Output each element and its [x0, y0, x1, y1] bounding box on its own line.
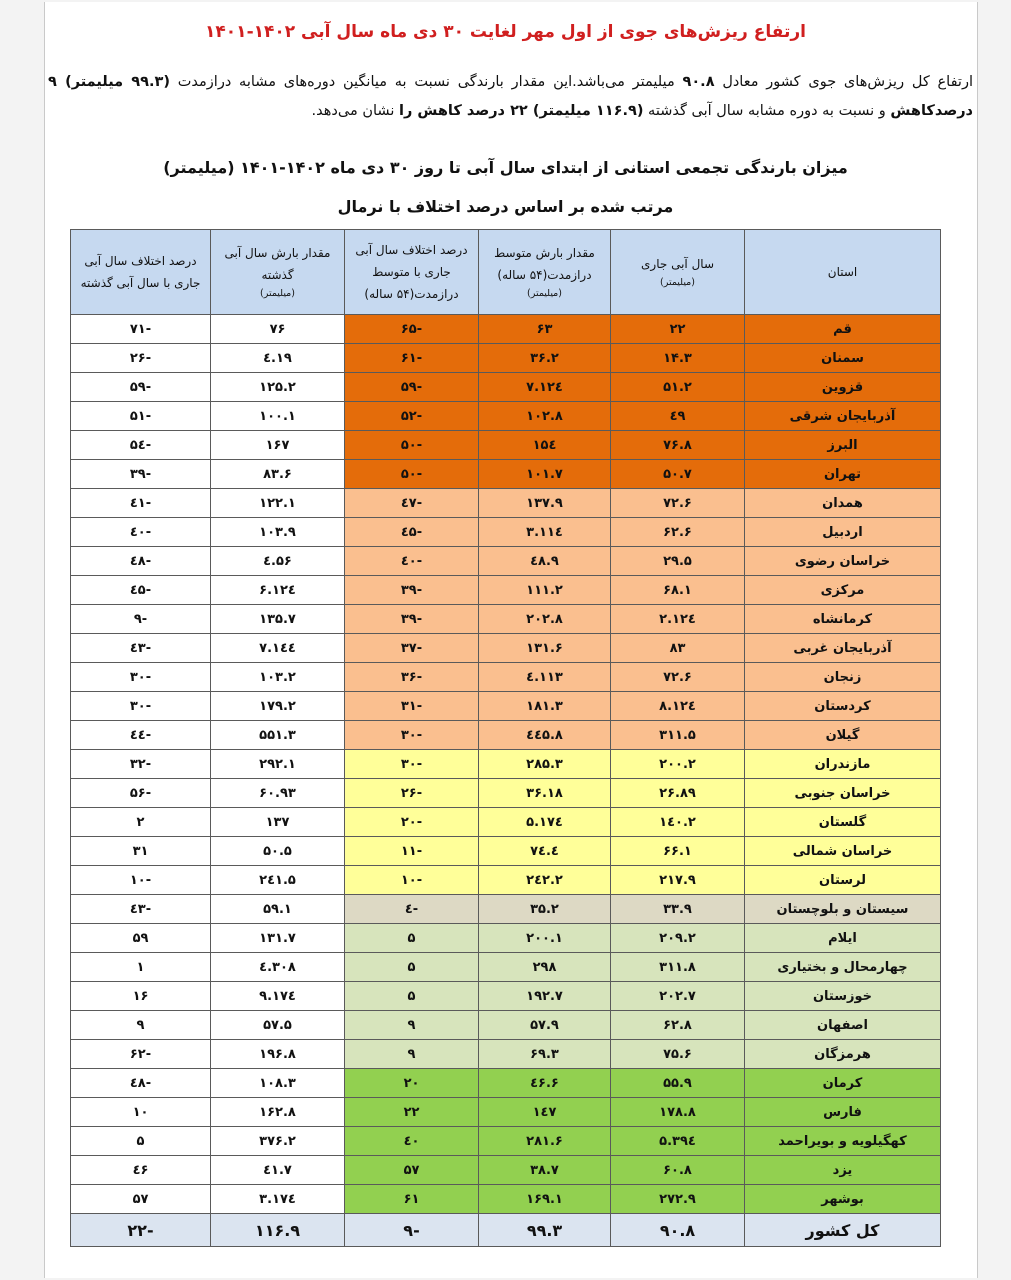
cell-avg: ۱۳۱.۶: [479, 634, 611, 663]
cell-last: ۱۶۲.۸: [211, 1098, 345, 1127]
cell-current: ۱۴.۳: [611, 344, 745, 373]
rainfall-table: [70, 229, 941, 1247]
total-avg: ۹۹.۳: [479, 1214, 611, 1247]
cell-province: اصفهان: [745, 1011, 941, 1040]
cell-diff-avg: -۶۱: [345, 344, 479, 373]
table-row: [71, 1011, 941, 1040]
cell-province: اردبیل: [745, 518, 941, 547]
cell-diff-avg: -۵۹: [345, 373, 479, 402]
cell-avg: ۲۹۸: [479, 953, 611, 982]
total-diff-last: -۲۲: [71, 1214, 211, 1247]
cell-diff-last: -٤۸: [71, 1069, 211, 1098]
cell-diff-avg: ٤۰: [345, 1127, 479, 1156]
cell-avg: ۱٤۷: [479, 1098, 611, 1127]
cell-diff-avg: ۵: [345, 953, 479, 982]
cell-last: ۱۷٤.۳: [211, 1185, 345, 1214]
intro-text-4: نشان می‌دهد.: [311, 103, 399, 119]
cell-last: ۵۹.۱: [211, 895, 345, 924]
cell-current: ۲۰۹.۲: [611, 924, 745, 953]
table-row: [71, 1040, 941, 1069]
cell-diff-last: -۵۶: [71, 779, 211, 808]
header-diff-avg-label: درصد اختلاف سال آبی جاری با متوسط درازمدت(۵۴ ساله): [355, 243, 468, 301]
cell-diff-avg: -۶۵: [345, 315, 479, 344]
cell-diff-avg: ۵: [345, 982, 479, 1011]
cell-avg: ۳۸.۷: [479, 1156, 611, 1185]
cell-province: یزد: [745, 1156, 941, 1185]
cell-current: ۱۲٤.۸: [611, 692, 745, 721]
header-avg-unit: (میلیمتر): [527, 288, 562, 299]
cell-diff-last: -۳۲: [71, 750, 211, 779]
cell-current: ۲۲: [611, 315, 745, 344]
cell-diff-avg: -۳۷: [345, 634, 479, 663]
cell-province: قزوین: [745, 373, 941, 402]
cell-last: ۵۵۱.۳: [211, 721, 345, 750]
cell-diff-avg: -۵۰: [345, 460, 479, 489]
cell-current: ۶۰.۸: [611, 1156, 745, 1185]
table-row: [71, 547, 941, 576]
cell-current: ۳۹٤.۵: [611, 1127, 745, 1156]
cell-diff-avg: ۶۱: [345, 1185, 479, 1214]
cell-avg: ۲٤۲.۲: [479, 866, 611, 895]
cell-province: ایلام: [745, 924, 941, 953]
cell-diff-last: -۳۹: [71, 460, 211, 489]
total-province: کل کشور: [745, 1214, 941, 1247]
cell-province: گلستان: [745, 808, 941, 837]
cell-last: ٤۱.۷: [211, 1156, 345, 1185]
cell-diff-avg: -۵۰: [345, 431, 479, 460]
intro-text-1: ارتفاع کل ریزش‌های جوی کشور معادل: [714, 74, 973, 90]
table-row: [71, 431, 941, 460]
table-row: [71, 1069, 941, 1098]
table-row: [71, 518, 941, 547]
table-row: [71, 634, 941, 663]
cell-current: ۶۲.۸: [611, 1011, 745, 1040]
table-row: [71, 663, 941, 692]
cell-last: ۵۷.۵: [211, 1011, 345, 1040]
header-current-label: سال آبی جاری: [641, 257, 714, 271]
cell-diff-last: -۳۰: [71, 692, 211, 721]
cell-diff-last: ۵۹: [71, 924, 211, 953]
cell-diff-avg: ۹: [345, 1040, 479, 1069]
cell-avg: ۱۱۳.٤: [479, 663, 611, 692]
cell-diff-last: -۷۱: [71, 315, 211, 344]
cell-last: ۲۹۲.۱: [211, 750, 345, 779]
table-row: [71, 460, 941, 489]
intro-bold-1: ۹۰.۸: [682, 74, 715, 90]
cell-province: کرمانشاه: [745, 605, 941, 634]
cell-diff-last: -۱۰: [71, 866, 211, 895]
cell-last: ۱۰۰.۱: [211, 402, 345, 431]
cell-avg: ٤٤۵.۸: [479, 721, 611, 750]
cell-diff-avg: -۵۲: [345, 402, 479, 431]
cell-avg: ٤۶.۶: [479, 1069, 611, 1098]
cell-diff-last: -٤۳: [71, 634, 211, 663]
cell-diff-avg: -۲۰: [345, 808, 479, 837]
cell-diff-avg: -۲۶: [345, 779, 479, 808]
table-row: [71, 489, 941, 518]
cell-current: ۷۲.۶: [611, 489, 745, 518]
cell-diff-avg: ۹: [345, 1011, 479, 1040]
cell-last: ۱۳۱.۷: [211, 924, 345, 953]
cell-avg: ۵۷.۹: [479, 1011, 611, 1040]
cell-avg: ۲۰۰.۱: [479, 924, 611, 953]
header-current: [611, 230, 745, 315]
cell-avg: ۳۶.۲: [479, 344, 611, 373]
cell-province: سمنان: [745, 344, 941, 373]
cell-avg: ۲۸۵.۳: [479, 750, 611, 779]
cell-last: ۱۳۷: [211, 808, 345, 837]
cell-current: ۷۲.۶: [611, 663, 745, 692]
cell-last: ۸۳.۶: [211, 460, 345, 489]
cell-diff-avg: -٤۰: [345, 547, 479, 576]
cell-diff-last: -٤۳: [71, 895, 211, 924]
cell-current: ۵۰.۷: [611, 460, 745, 489]
header-avg: [479, 230, 611, 315]
cell-avg: ۱۷٤.۵: [479, 808, 611, 837]
cell-avg: ۱۵٤: [479, 431, 611, 460]
table-row: [71, 982, 941, 1011]
total-current: ۹۰.۸: [611, 1214, 745, 1247]
cell-current: ۱۷۸.۸: [611, 1098, 745, 1127]
table-row: [71, 1127, 941, 1156]
intro-bold-3: (۱۱۶.۹ میلیمتر) ۲۲ درصد کاهش را: [398, 103, 644, 119]
header-last-label: مقدار بارش سال آبی گذشته: [224, 246, 331, 282]
total-diff-avg: -۹: [345, 1214, 479, 1247]
intro-paragraph: [48, 68, 973, 126]
cell-diff-avg: -۱۱: [345, 837, 479, 866]
cell-province: زنجان: [745, 663, 941, 692]
cell-diff-last: ۱۰: [71, 1098, 211, 1127]
header-province: [745, 230, 941, 315]
cell-avg: ۱۸۱.۳: [479, 692, 611, 721]
intro-text-2: میلیمتر می‌باشد.این مقدار بارندگی نسبت به میانگین دوره‌های مشابه درازمدت: [170, 74, 683, 90]
cell-diff-avg: -٤۵: [345, 518, 479, 547]
cell-current: ۳۱۱.۸: [611, 953, 745, 982]
cell-diff-avg: -٤: [345, 895, 479, 924]
cell-diff-last: ۱: [71, 953, 211, 982]
cell-current: ۲۱۷.۹: [611, 866, 745, 895]
cell-diff-avg: -٤۷: [345, 489, 479, 518]
table-row: [71, 1098, 941, 1127]
table-row: [71, 924, 941, 953]
cell-avg: ۱۰۲.۸: [479, 402, 611, 431]
cell-diff-last: ۵۷: [71, 1185, 211, 1214]
table-row: [71, 315, 941, 344]
cell-last: ۱۰۳.۲: [211, 663, 345, 692]
cell-province: خراسان رضوی: [745, 547, 941, 576]
cell-province: البرز: [745, 431, 941, 460]
cell-diff-avg: -۳۶: [345, 663, 479, 692]
table-row: [71, 953, 941, 982]
header-diff-avg: [345, 230, 479, 315]
cell-last: ۱۹.٤: [211, 344, 345, 373]
cell-province: همدان: [745, 489, 941, 518]
cell-province: کهگیلویه و بویراحمد: [745, 1127, 941, 1156]
cell-last: ۱۲۲.۱: [211, 489, 345, 518]
cell-avg: ۶۳: [479, 315, 611, 344]
table-row: [71, 750, 941, 779]
header-diff-last: [71, 230, 211, 315]
table-row: [71, 808, 941, 837]
cell-last: ۷۶: [211, 315, 345, 344]
cell-province: تهران: [745, 460, 941, 489]
cell-diff-last: -۵۱: [71, 402, 211, 431]
cell-province: قم: [745, 315, 941, 344]
cell-province: خراسان جنوبی: [745, 779, 941, 808]
cell-province: خراسان شمالی: [745, 837, 941, 866]
table-subtitle: مرتب شده بر اساس درصد اختلاف با نرمال: [337, 197, 674, 216]
cell-diff-last: -٤۵: [71, 576, 211, 605]
table-row: [71, 344, 941, 373]
cell-province: مازندران: [745, 750, 941, 779]
cell-province: هرمزگان: [745, 1040, 941, 1069]
cell-avg: ۲۰۲.۸: [479, 605, 611, 634]
cell-current: ۸۳: [611, 634, 745, 663]
cell-current: ۵۵.۹: [611, 1069, 745, 1098]
cell-avg: ۲۸۱.۶: [479, 1127, 611, 1156]
cell-avg: ۱۱۱.۲: [479, 576, 611, 605]
cell-diff-last: ۲: [71, 808, 211, 837]
header-last-unit: (میلیمتر): [260, 288, 295, 299]
cell-avg: ۷٤.٤: [479, 837, 611, 866]
table-row: [71, 721, 941, 750]
cell-avg: ٤۸.۹: [479, 547, 611, 576]
cell-avg: ۱۲٤.۷: [479, 373, 611, 402]
cell-current: ۳۳.۹: [611, 895, 745, 924]
page-title: ارتفاع ریزش‌های جوی از اول مهر لغایت ۳۰ دی ماه سال آبی ۱۴۰۲-۱۴۰۱: [205, 22, 806, 42]
cell-current: ۱۲٤.۲: [611, 605, 745, 634]
cell-diff-last: -٤۱: [71, 489, 211, 518]
cell-last: ۳۷۶.۲: [211, 1127, 345, 1156]
cell-last: ۳۰۸.٤: [211, 953, 345, 982]
cell-diff-last: -۳۰: [71, 663, 211, 692]
total-row: [71, 1214, 941, 1247]
cell-diff-avg: -۳۰: [345, 750, 479, 779]
header-diff-last-label: درصد اختلاف سال آبی جاری با سال آبی گذشته: [80, 254, 201, 290]
cell-avg: ۳۶.۱۸: [479, 779, 611, 808]
cell-avg: ۱۰۱.۷: [479, 460, 611, 489]
cell-last: ۱۷٤.۹: [211, 982, 345, 1011]
cell-last: ۶۰.۹۳: [211, 779, 345, 808]
table-row: [71, 576, 941, 605]
cell-avg: ۱۶۹.۱: [479, 1185, 611, 1214]
cell-diff-last: -۹: [71, 605, 211, 634]
cell-province: سیستان و بلوچستان: [745, 895, 941, 924]
cell-last: ۱۰۸.۳: [211, 1069, 345, 1098]
cell-avg: ۱۱٤.۳: [479, 518, 611, 547]
table-header-row: [71, 230, 941, 315]
cell-diff-avg: -۱۰: [345, 866, 479, 895]
cell-diff-last: -۶۲: [71, 1040, 211, 1069]
cell-diff-avg: -۳۹: [345, 576, 479, 605]
table-row: [71, 837, 941, 866]
cell-diff-last: ۹: [71, 1011, 211, 1040]
cell-current: ۷۵.۶: [611, 1040, 745, 1069]
cell-province: چهارمحال و بختیاری: [745, 953, 941, 982]
cell-province: لرستان: [745, 866, 941, 895]
cell-current: ۲۶.۸۹: [611, 779, 745, 808]
cell-province: کرمان: [745, 1069, 941, 1098]
cell-current: ۶۸.۱: [611, 576, 745, 605]
table-row: [71, 605, 941, 634]
cell-diff-avg: ۲۰: [345, 1069, 479, 1098]
cell-current: ۶۲.۶: [611, 518, 745, 547]
cell-last: ۵۶.٤: [211, 547, 345, 576]
cell-province: آذربایجان شرقی: [745, 402, 941, 431]
header-avg-label: مقدار بارش متوسط درازمدت(۵۴ ساله): [494, 246, 595, 282]
cell-diff-last: -٤۸: [71, 547, 211, 576]
cell-province: بوشهر: [745, 1185, 941, 1214]
cell-diff-avg: -۳۰: [345, 721, 479, 750]
cell-diff-last: ۱۶: [71, 982, 211, 1011]
intro-text-3: و نسبت به دوره مشابه سال آبی گذشته: [643, 103, 891, 119]
cell-current: ۱٤۰.۲: [611, 808, 745, 837]
cell-avg: ۱۳۷.۹: [479, 489, 611, 518]
cell-last: ۱۲۵.۲: [211, 373, 345, 402]
cell-current: ۲۰۰.۲: [611, 750, 745, 779]
table-row: [71, 373, 941, 402]
cell-province: فارس: [745, 1098, 941, 1127]
cell-last: ۵۰.۵: [211, 837, 345, 866]
cell-diff-last: ۵: [71, 1127, 211, 1156]
cell-last: ۲٤۱.۵: [211, 866, 345, 895]
table-row: [71, 1156, 941, 1185]
cell-province: گیلان: [745, 721, 941, 750]
cell-last: ۱۶۷: [211, 431, 345, 460]
cell-last: ۱۹۶.۸: [211, 1040, 345, 1069]
cell-current: ۲۷۲.۹: [611, 1185, 745, 1214]
cell-avg: ۳۵.۲: [479, 895, 611, 924]
cell-last: ۱٤٤.۷: [211, 634, 345, 663]
cell-last: ۱۷۹.۲: [211, 692, 345, 721]
cell-avg: ۶۹.۳: [479, 1040, 611, 1069]
cell-province: مرکزی: [745, 576, 941, 605]
table-row: [71, 692, 941, 721]
cell-current: ٤۹: [611, 402, 745, 431]
table-row: [71, 866, 941, 895]
cell-current: ۷۶.۸: [611, 431, 745, 460]
header-current-unit: (میلیمتر): [660, 277, 695, 288]
table-title: میزان بارندگی تجمعی استانی از ابتدای سال آبی تا روز ۳۰ دی ماه ۱۴۰۲-۱۴۰۱ (میلیمتر): [163, 158, 848, 177]
cell-diff-avg: ۲۲: [345, 1098, 479, 1127]
header-province-label: استان: [827, 265, 858, 279]
cell-current: ۶۶.۱: [611, 837, 745, 866]
cell-last: ۱۳۵.۷: [211, 605, 345, 634]
header-last: [211, 230, 345, 315]
cell-province: خوزستان: [745, 982, 941, 1011]
table-row: [71, 779, 941, 808]
cell-province: کردستان: [745, 692, 941, 721]
table-body: [71, 315, 941, 1247]
cell-province: آذربایجان غربی: [745, 634, 941, 663]
cell-current: ۳۱۱.۵: [611, 721, 745, 750]
intro-bold-2: (۹۹.۳ میلیمتر) ۹ درصدکاهش: [48, 74, 973, 119]
cell-current: ۵۱.۲: [611, 373, 745, 402]
cell-diff-last: -۵٤: [71, 431, 211, 460]
cell-current: ۲۰۲.۷: [611, 982, 745, 1011]
cell-diff-last: -۵۹: [71, 373, 211, 402]
cell-avg: ۱۹۲.۷: [479, 982, 611, 1011]
table-row: [71, 895, 941, 924]
cell-diff-avg: ۵۷: [345, 1156, 479, 1185]
cell-diff-last: -۲۶: [71, 344, 211, 373]
total-last: ۱۱۶.۹: [211, 1214, 345, 1247]
table-row: [71, 402, 941, 431]
cell-diff-avg: -۳۹: [345, 605, 479, 634]
cell-diff-last: -٤۰: [71, 518, 211, 547]
cell-diff-avg: -۳۱: [345, 692, 479, 721]
cell-diff-last: -٤٤: [71, 721, 211, 750]
cell-last: ۱۰۳.۹: [211, 518, 345, 547]
table-row: [71, 1185, 941, 1214]
cell-current: ۲۹.۵: [611, 547, 745, 576]
cell-diff-avg: ۵: [345, 924, 479, 953]
cell-diff-last: ٤۶: [71, 1156, 211, 1185]
cell-diff-last: ۳۱: [71, 837, 211, 866]
cell-last: ۱۲٤.۶: [211, 576, 345, 605]
